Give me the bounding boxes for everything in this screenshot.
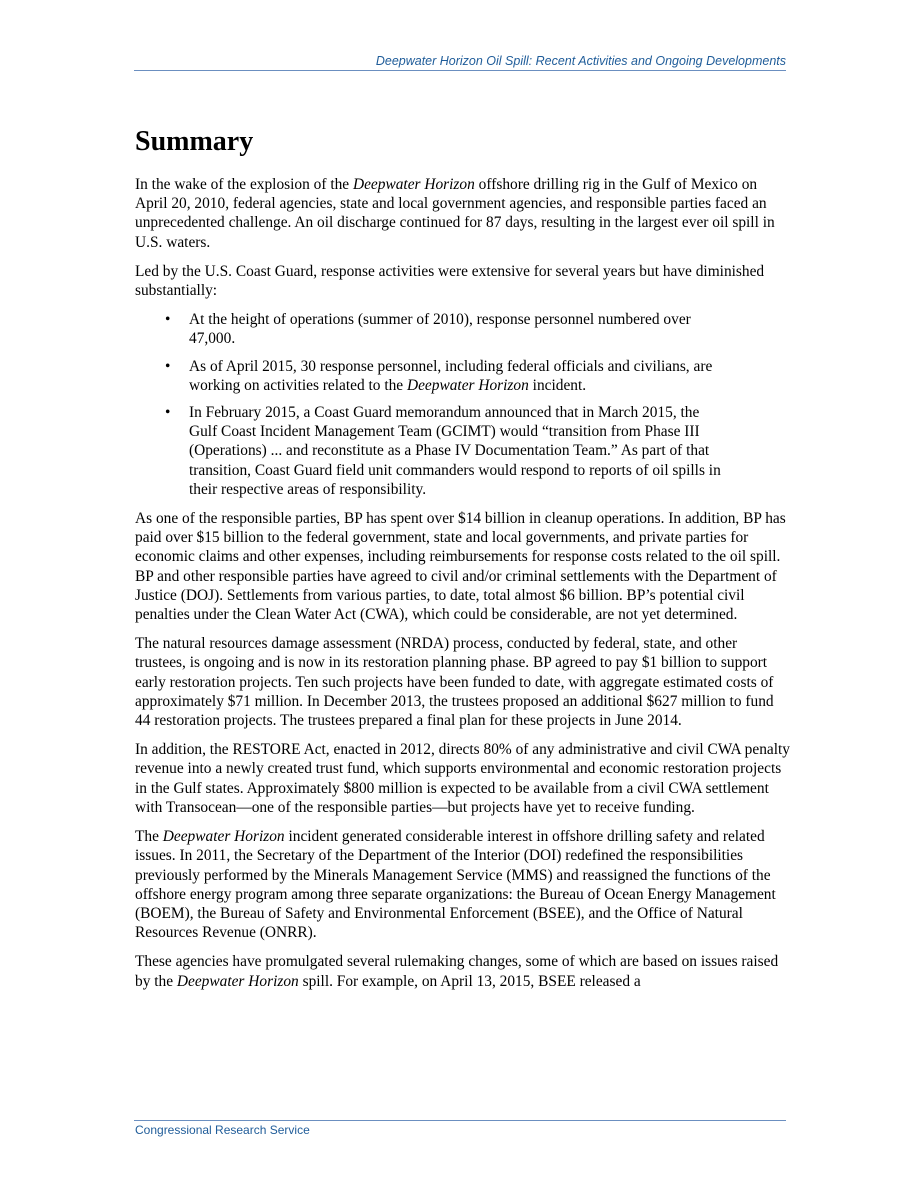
list-item: • In February 2015, a Coast Guard memorandum announced that in March 2015, the Gulf Coast Incident Management Team (GCIMT) would “transition from Phase III (Operations) ... and reconstitute as a Phase IV Documentation Team.” As part of that transition, Coast Guard field unit commanders would respond to reports of oil spills in their respective areas of responsibility. <box>165 404 721 498</box>
paragraph-bp-costs: As one of the responsible parties, BP has spent over $14 billion in cleanup operations. In addition, BP has paid over $15 billion to the federal government, state and local governments, and private parties for economic claims and other expenses, including reimbursements for response costs related to the oil spill. BP and other responsible parties have agreed to civil and/or criminal settlements with the Department of Justice (DOJ). Settlements from various parties, to date, total almost $6 billion. BP’s potential civil penalties under the Clean Water Act (CWA), which could be considerable, are not yet determined. <box>135 510 786 624</box>
running-header: Deepwater Horizon Oil Spill: Recent Activities and Ongoing Developments <box>375 54 786 68</box>
response-bullet-list <box>135 310 729 499</box>
paragraph-intro: In the wake of the explosion of the Deepwater Horizon offshore drilling rig in the Gulf of Mexico on April 20, 2010, federal agencies, state and local government agencies, and responsible parties faced an unprecedented challenge. An oil discharge continued for 87 days, resulting in the largest ever oil spill in U.S. waters. <box>135 176 775 251</box>
list-item: • As of April 2015, 30 response personnel, including federal officials and civilians, are working on activities related to the Deepwater Horizon incident. <box>165 357 713 394</box>
rig-name: Deepwater Horizon <box>352 176 475 193</box>
bullet-icon: • <box>165 357 171 375</box>
paragraph-nrda: The natural resources damage assessment (NRDA) process, conducted by federal, state, and other trustees, is ongoing and is now in its restoration planning phase. BP agreed to pay $1 billion to support early restoration projects. Ten such projects have been funded to date, with aggregate estimated costs of approximately $71 million. In December 2013, the trustees proposed an additional $627 million to fund 44 restoration projects. The trustees prepared a final plan for these projects in June 2014. <box>135 635 774 730</box>
bullet-icon: • <box>165 404 171 422</box>
paragraph-response: Led by the U.S. Coast Guard, response activities were extensive for several years but have diminished substantially: <box>135 262 765 300</box>
summary-body <box>135 175 790 1001</box>
paragraph-rulemaking: These agencies have promulgated several rulemaking changes, some of which are based on issues raised by the Deepwater Horizon spill. For example, on April 13, 2015, BSEE released a <box>135 953 779 990</box>
footer-rule <box>134 1120 786 1121</box>
page-title: Summary <box>135 126 254 157</box>
paragraph-doi-reorg: The Deepwater Horizon incident generated considerable interest in offshore drilling safety and related issues. In 2011, the Secretary of the Department of the Interior (DOI) redefined the responsibilities previously performed by the Minerals Management Service (MMS) and reassigned the functions of the offshore energy program among three separate organizations: the Bureau of Ocean Energy Management (BOEM), the Bureau of Safety and Environmental Enforcement (BSEE), and the Office of Natural Resources Revenue (ONRR). <box>135 828 776 942</box>
bullet-icon: • <box>165 311 171 329</box>
paragraph-restore-act: In addition, the RESTORE Act, enacted in 2012, directs 80% of any administrative and civil CWA penalty revenue into a newly created trust fund, which supports environmental and economic restoration projects in the Gulf states. Approximately $800 million is expected to be available from a civil CWA settlement with Transocean—one of the responsible parties—but projects have yet to receive funding. <box>135 741 790 816</box>
list-item: • At the height of operations (summer of 2010), response personnel numbered over 47,000. <box>165 311 691 348</box>
footer-org: Congressional Research Service <box>135 1123 310 1137</box>
header-rule <box>134 70 786 71</box>
